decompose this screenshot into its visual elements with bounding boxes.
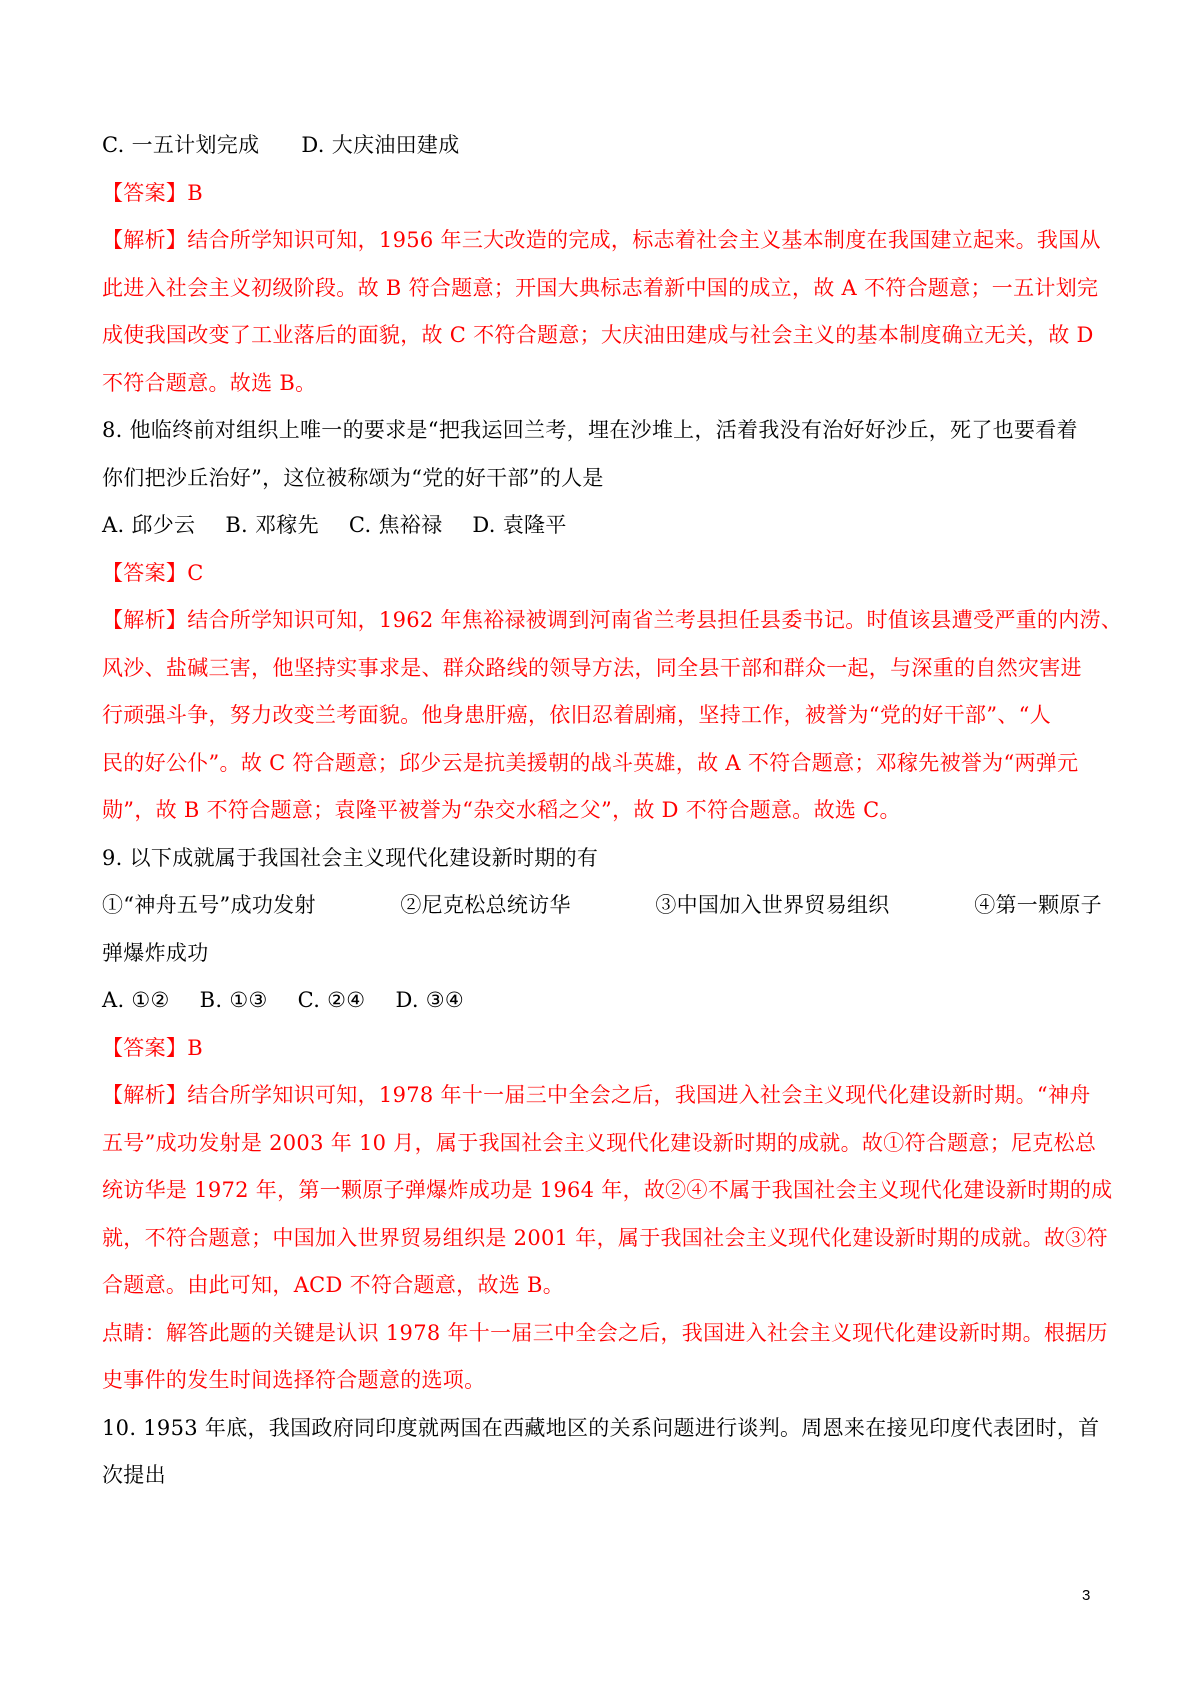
q9-option-b: B. ①③ [199,988,268,1012]
q9-option-a: A. ①② [102,988,170,1012]
q9-tip-line: 点睛：解答此题的关键是认识 1978 年十一届三中全会之后，我国进入社会主义现代化建设新时期。根据历 [102,1320,1108,1345]
q9-answer [102,1033,1102,1063]
q8-option-c: C. 焦裕禄 [348,513,443,537]
answer-label: 【答案】 [102,1035,188,1060]
q8-option-a: A. 邱少云 [102,513,196,537]
q10-stem-line: 次提出 [102,1463,166,1487]
answer-value: B [187,180,203,205]
q9-stem: 9. 以下成就属于我国社会主义现代化建设新时期的有 [102,845,599,870]
q8-analysis-line: 风沙、盐碱三害，他坚持实事求是、群众路线的领导方法，同全县干部和群众一起，与深重的自然灾害进 [102,655,1082,680]
q9-analysis-line: 统访华是 1972 年，第一颗原子弹爆炸成功是 1964 年，故②④不属于我国社会主义现代化建设新时期的成 [102,1178,1113,1202]
analysis-label: 【解析】 [102,1083,188,1107]
q8-analysis-line: 勋”，故 B 不符合题意；袁隆平被誉为“杂交水稻之父”，故 D 不符合题意。故选 C。 [102,798,901,822]
answer-label: 【答案】 [102,180,188,205]
q7-answer [102,178,1102,208]
q9-items-continued: 弹爆炸成功 [102,940,209,965]
q9-option-c: C. ②④ [297,988,366,1012]
analysis-text: 结合所学知识可知，1962 年焦裕禄被调到河南省兰考县担任县委书记。时值该县遭受严重的内涝、 [187,608,1123,632]
q8-option-b: B. 邓稼先 [225,513,319,537]
q9-analysis-line [102,1080,1102,1110]
q9-analysis-line: 就，不符合题意；中国加入世界贸易组织是 2001 年，属于我国社会主义现代化建设新时期的成就。故③符 [102,1225,1108,1250]
answer-value: C [187,560,204,585]
q9-item: ①“神舟五号”成功发射 [102,893,316,917]
q9-item: ③中国加入世界贸易组织 [655,893,890,917]
q7-analysis-line [102,225,1102,255]
q8-stem-line: 你们把沙丘治好”，这位被称颂为“党的好干部”的人是 [102,465,604,490]
q8-analysis-line: 民的好公仆”。故 C 符合题意；邱少云是抗美援朝的战斗英雄，故 A 不符合题意；邓稼先被誉为“两弹元 [102,750,1079,775]
q7-option-c: C. 一五计划完成 [102,133,260,157]
q9-analysis-line: 五号”成功发射是 2003 年 10 月，属于我国社会主义现代化建设新时期的成就。故①符合题意；尼克松总 [102,1130,1097,1155]
q7-options [102,130,1102,160]
q8-analysis-line: 行顽强斗争，努力改变兰考面貌。他身患肝癌，依旧忍着剧痛，坚持工作，被誉为“党的好干部”、“人 [102,703,1052,727]
q7-analysis-line: 此进入社会主义初级阶段。故 B 符合题意；开国大典标志着新中国的成立，故 A 不符合题意；一五计划完 [102,275,1099,300]
analysis-label: 【解析】 [102,228,188,252]
q9-analysis-line: 合题意。由此可知，ACD 不符合题意，故选 B。 [102,1273,565,1297]
q7-analysis-line: 成使我国改变了工业落后的面貌，故 C 不符合题意；大庆油田建成与社会主义的基本制度确立无关，故 D [102,323,1094,347]
page-number: 3 [1082,1587,1091,1604]
q8-option-d: D. 袁隆平 [472,513,567,537]
answer-label: 【答案】 [102,560,188,585]
q8-options [102,510,1102,540]
q7-option-d: D. 大庆油田建成 [301,133,460,157]
q8-analysis-line [102,605,1123,635]
exam-page [102,130,1123,1508]
q9-items [102,890,1102,920]
analysis-text: 结合所学知识可知，1956 年三大改造的完成，标志着社会主义基本制度在我国建立起来。我国从 [187,228,1101,252]
analysis-label: 【解析】 [102,608,188,632]
q9-item: ④第一颗原子 [974,893,1102,917]
q9-option-d: D. ③④ [395,988,465,1012]
q9-item: ②尼克松总统访华 [400,893,571,917]
q7-analysis-line: 不符合题意。故选 B。 [102,370,317,395]
q9-tip-line: 史事件的发生时间选择符合题意的选项。 [102,1368,486,1392]
answer-value: B [187,1035,203,1060]
q8-answer [102,558,1102,588]
q8-stem-line: 8. 他临终前对组织上唯一的要求是“把我运回兰考，埋在沙堆上，活着我没有治好好沙丘，死了也要看着 [102,418,1078,442]
analysis-text: 结合所学知识可知，1978 年十一届三中全会之后，我国进入社会主义现代化建设新时期。“神舟 [187,1083,1091,1107]
q9-options [102,985,1102,1015]
q10-stem-line: 10. 1953 年底，我国政府同印度就两国在西藏地区的关系问题进行谈判。周恩来在接见印度代表团时，首 [102,1415,1100,1440]
